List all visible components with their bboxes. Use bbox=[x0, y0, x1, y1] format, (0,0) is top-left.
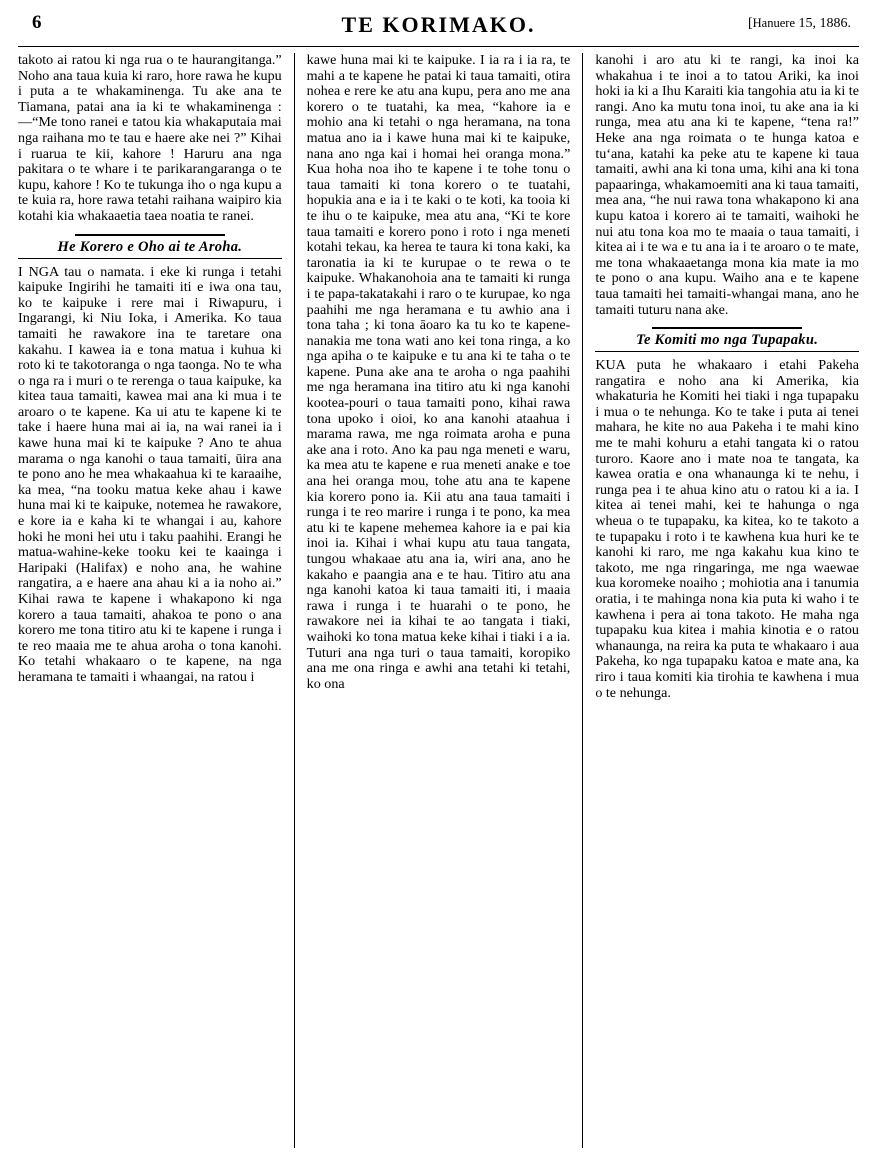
section-heading-te-komiti bbox=[595, 327, 859, 352]
date-month: Hanuere bbox=[752, 16, 795, 30]
masthead-rule bbox=[18, 46, 859, 47]
section-heading-he-korero bbox=[18, 234, 282, 259]
masthead bbox=[18, 10, 859, 44]
date-rest: 15, 1886. bbox=[795, 16, 851, 31]
paragraph: kawe huna mai ki te kaipuke. I ia ra i ia ra, te mahi a te kapene he patai ki taua tamaiti, otira nohea e rere ke atu ana kupu, pera ano me ana korero o te tuatahi, ka mea, “kahore ia e mohio ana ki tetahi o nga heramana, na tona matua ano ia i kawe huna mai ki te kaipuke, nana ano nga kai i homai hei oranga mona.” Kua hoha noa iho te kapene i te tohe tonu o taua tamaiti ki tona korero o te tuatahi, hopukia ana e ia i te kaki o te koti, ka tooia ki te ihu o te kaipuke, mea atu ana, “Ki te kore taua tamaiti e korero pono i roto i nga meneti kotahi tekau, ka herea te taura ki tona kaki, ka taronatia ia ki te kurupae o te rewa o te kaipuke. Whakanohoia ana te tamaiti ki runga i te papa-takatakahi i raro o te kurupae, ko nga paahihi me nga heramana e tu awhio ana i tona taha ; ki tona āoaro ka tu ko te kapene-nanakia me tona wati ano kei tona ringa, a ko nga apiha o te kaipuke e tu ana ki te taha o te kapene. Puna ake ana te aroha o nga paahihi me nga heramana ina titiro atu ki nga kanohi kootea-pouri o taua tamaiti pono, kihai rawa tona upoko i oioi, ko ana kanohi ataahua i marama rawa, me nga roimata aroha e puna ake ana i roto. Ano ka pau nga meneti e waru, ka mea atu te kapene e rua meneti anake e toe ana hei oranga mou, tohe atu ana te kapene kia korero pono ia. Kii atu ana taua tamaiti i runga i te reo marire i runga i te pono, ka mea atu ki te kapene mehemea kahore ia e pai kia inoi ia. Kihai i whai kupu atu taua tangata, tungou whakaae atu ana ia, wiri ana, ano he kakaho e paangia ana e te hau. Titiro atu ana nga kanohi katoa ki taua tamaiti iti, i maaia rawa i runga i te huarahi o te pono, he rawakore nei ia kihai te ao tangata i tiaki, waihoki ko tona matua keke kihai i tiaki i a ia. Tuturi ana nga turi o taua tamaiti, koropiko ana me ona ringa e awhi ana tetahi ki tetahi, ko ona bbox=[306, 52, 571, 692]
column-divider bbox=[582, 53, 583, 1148]
heading-rule-bottom bbox=[595, 351, 859, 352]
paragraph: kanohi i aro atu ki te rangi, ka inoi ka whakahua i te inoi a to tatou Ariki, ka inoi hoki ia ki a Ihu Karaiti kia tangohia atu ia ki te rangi. Ano ka mutu tona inoi, tu ake ana ia ki runga, mea atu ana ki te kapene, “tena ra!” Heke ana nga roimata o te hunga katoa e tuʻana, katahi ka peke atu te kapene ki taua tamaiti, awhi ana ki tona uma, kihi ana ki tona papaaringa, whakamoemiti ana ki taua tamaiti, mea ana, “he nui rawa tona whakapono ki ana kupu katoa i korero ai te tamaiti, waihoki he nui atu tona koa mo te maaia o taua tamaiti, i kitea ai i te wa e tu ana ia i te aroaro o te mate, me tona whakaaetanga mona kia mate ia mo te pono o ana kupu. Waiho ana e te kapene taua tamaiti hei tamaiti-whangai mana, ano he tamaiti tuturu nana ake. bbox=[595, 52, 859, 318]
column-2 bbox=[307, 53, 571, 1148]
heading-rule-bottom bbox=[18, 258, 282, 259]
paragraph: KUA puta he whakaaro i etahi Pakeha rangatira e noho ana ki Amerika, kia whakaturia he Komiti hei tiaki i nga tupapaku i mua o te nehunga. Ko te take i puta ai tenei mahara, he kite no aua Pakeha i te mahi kino me te mahi kohuru a etahi tangata ki o ratou turoro. Kaore ano i mate noa te tangata, ka kawea oratia e ona whanaunga ki te nehu, i runga pea i te ahua kino atu o ratou ki a ia. I kitea ai tenei mahi, kei te hahunga o nga wheua o te tupapaku, ka kitea, ko te takoto a te tupapaku i roto i te kawhena kua huri ke te kanohi ki raro, me nga kakahu kua kino te takoto, me nga ringaringa, me nga waewae kua koromeke noaiho ; mohiotia ana i tanumia oratia, i te mahinga nona kia puta ki waho i te kawhena i pera ai tona takoto. He maha nga tupapaku kua kitea i mahia kinotia e o ratou whanaunga, na reira ka puta te whakaaro i aua Pakeha, ko nga tupapaku katoa e mate ana, ka riro i taua komiti kia tirohia te kawhena i mua o te nehunga. bbox=[595, 357, 859, 701]
paragraph: takoto ai ratou ki nga rua o te haurangitanga.” Noho ana taua kuia ki raro, hore rawa he kupu i puta a te whakaminenga. Tu ake ana te Tiamana, patai ana ia ki te whakaminenga :—“Me tono ranei e tatou kia whakaputaia mai nga raihana mo te tau e haere ake nei ?” Kihai i ruarua te kii, kahore ! Haruru ana nga pakitara o te whare i te parikarangaranga o te kupu, kahore ! Ko te tukunga iho o nga kupu a te kuia ra, hore rawa tetahi raihana waipiro kia kotahi kia whakaaetia taea noatia te ranei. bbox=[18, 52, 282, 224]
heading-rule-top bbox=[75, 234, 225, 236]
section-title: He Korero e Oho ai te Aroha. bbox=[57, 238, 243, 255]
section-title: Te Komiti mo nga Tupapaku. bbox=[636, 332, 819, 349]
column-1 bbox=[18, 53, 282, 1148]
column-divider bbox=[294, 53, 295, 1148]
column-container bbox=[18, 53, 859, 1148]
column-3 bbox=[595, 53, 859, 1148]
heading-rule-top bbox=[652, 327, 802, 329]
paragraph: I NGA tau o namata. i eke ki runga i tetahi kaipuke Ingirihi he tamaiti iti e iwa ona tau, ko te kaipuke i rere mai i Riwapuru, i Ingarangi, ki Niu Ioka, i Amerika. Ko taua tamaiti he rawakore ina te taretare ona kakahu. I kawea ia e tona matua i kuhua ki roto ki te takotoranga o nga taonga. No te wha o nga ra i muri o te rerenga o taua kaipuke, ka kitea taua tamaiti, kawea mai ana ki mua i te aroaro o te kapene. Ka ui atu te kapene ki te take i haere huna mai ai ia, na wai ranei ia i kawe huna mai ki te kaipuke ? Ano te ahua marama o nga kanohi o taua tamaiti, ūira ana te pono ano he mea whakaahua ki te karaaihe, ka mea, “na tooku matua keke ahau i kawe huna mai ki te kaipuke, notemea he rawakore, e kore ia e kaha ki te whangai i au, kahore hoki he moni hei utu i taku paahihi. Erangi he matua-wahine-keke tooku kei te kaainga i Haripaki (Halifax) e noho ana, he wahine rangatira, a e haere ana ahau ki a ia noho ai.” Kihai rawa te kapene i whakapono ki nga korero a taua tamaiti, ahakoa te pono o ana korero me tona titiro atu ki te kapene i runga i te reo maaia me te ahua aroha o tona kanohi. Ko tetahi whakaaro o te kapene, na nga heramana te tamaiti i whaangai, na ratou i bbox=[18, 263, 282, 685]
issue-date bbox=[748, 16, 851, 32]
page-number: 6 bbox=[32, 12, 42, 33]
date-bracket: [ bbox=[747, 16, 753, 31]
publication-title: TE KORIMAKO. bbox=[341, 12, 536, 37]
